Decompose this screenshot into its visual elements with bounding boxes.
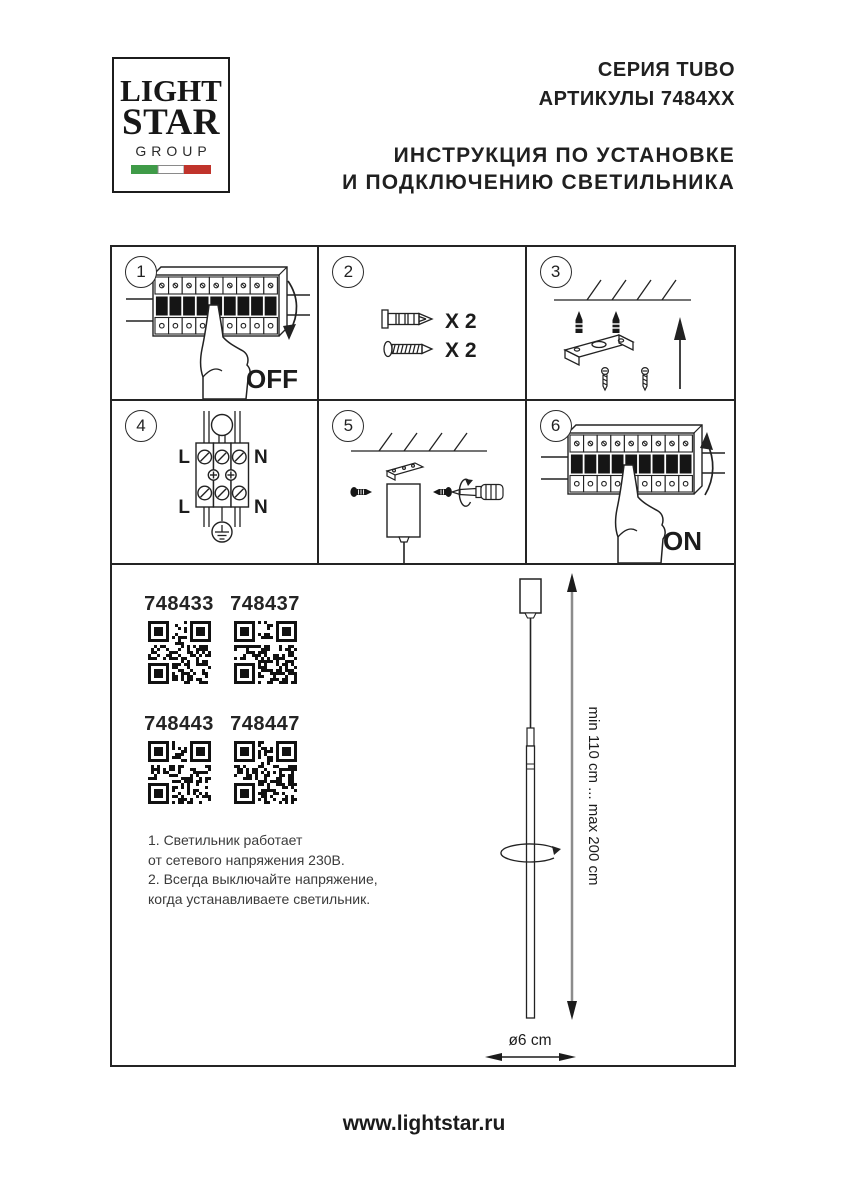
note-line-2: от сетевого напряжения 230В. xyxy=(148,851,345,868)
lamp-circle xyxy=(212,415,233,436)
step-3-number: 3 xyxy=(550,262,561,281)
on-label: ON xyxy=(662,526,702,556)
arrow-down-icon xyxy=(283,281,297,340)
lightstar-logo xyxy=(112,57,230,193)
header-series-block xyxy=(539,56,735,114)
step-3-number-badge xyxy=(540,256,572,288)
flag-white-band xyxy=(158,166,184,174)
step-4-cell xyxy=(112,401,319,565)
step-1-number: 1 xyxy=(136,262,146,281)
safety-notes xyxy=(148,831,408,909)
article-number: 748433 xyxy=(144,593,214,615)
diameter-dimension xyxy=(485,1032,576,1061)
note-line-3: 2. Всегда выключайте напряжение, xyxy=(148,871,378,887)
screw-right-icon xyxy=(433,487,452,497)
qr-code xyxy=(148,741,211,804)
title-line-2: И ПОДКЛЮЧЕНИЮ СВЕТИЛЬНИКА xyxy=(342,171,735,194)
logo-word-light: LIGHT xyxy=(120,73,222,108)
wall-anchor-icon xyxy=(382,310,432,328)
flag-svg xyxy=(131,165,211,174)
step-5-cell xyxy=(319,401,526,565)
logo-word-group: GROUP xyxy=(135,143,212,160)
label-line-bottom: L xyxy=(178,497,190,518)
step-5-number: 5 xyxy=(343,416,354,435)
screw-left-icon xyxy=(351,487,373,497)
step-6-cell xyxy=(527,401,734,565)
step-3-cell xyxy=(527,247,734,401)
step-1-cell xyxy=(112,247,319,401)
step-1-number-badge xyxy=(125,256,157,288)
qr-item-748433 xyxy=(140,593,218,684)
page-title xyxy=(342,142,735,196)
diameter-label: ø6 cm xyxy=(508,1032,552,1049)
article-number: 748437 xyxy=(230,593,300,615)
qr-item-748443 xyxy=(140,713,218,804)
article-number: 748447 xyxy=(230,713,300,735)
step-2-cell xyxy=(319,247,526,401)
flag-red-band xyxy=(184,165,211,174)
step-4-number-badge xyxy=(125,410,157,442)
step-6-number: 6 xyxy=(550,416,561,435)
article-number: 748443 xyxy=(144,713,214,735)
earth-symbol-icon xyxy=(212,522,232,542)
website-url: www.lightstar.ru xyxy=(342,1112,506,1135)
step-6-number-badge xyxy=(540,410,572,442)
series-name: СЕРИЯ TUBO xyxy=(597,59,735,81)
height-range-label: min 110 cm ... max 200 cm xyxy=(585,706,602,886)
mounting-bracket xyxy=(565,335,633,365)
qr-item-748447 xyxy=(226,713,304,804)
label-neutral-bottom: N xyxy=(254,497,268,518)
pendant-lamp-diagram xyxy=(440,568,640,1065)
lamp-drawing xyxy=(520,579,541,1018)
arrow-up-icon xyxy=(674,317,686,389)
italian-flag-stripe xyxy=(131,165,211,174)
ceiling-line xyxy=(554,280,691,300)
label-neutral-top: N xyxy=(254,447,268,468)
title-line-1: ИНСТРУКЦИЯ ПО УСТАНОВКЕ xyxy=(393,144,735,167)
steps-grid xyxy=(112,247,734,565)
qr-code xyxy=(234,741,297,804)
anchor-up-icons xyxy=(575,311,619,333)
screw-down-icons xyxy=(601,368,648,390)
label-line-top: L xyxy=(178,447,190,468)
off-label: OFF xyxy=(246,364,298,394)
qr-code xyxy=(148,621,211,684)
qr-item-748437 xyxy=(226,593,304,684)
logo-word-star: STAR xyxy=(122,102,220,143)
articles-line: АРТИКУЛЫ 7484XX xyxy=(538,88,735,110)
qr-code xyxy=(234,621,297,684)
bracket-small xyxy=(387,463,423,480)
ceiling-line xyxy=(351,433,487,451)
note-line-4: когда устанавливаете светильник. xyxy=(148,890,371,907)
screw-icon xyxy=(384,342,432,357)
height-dimension xyxy=(567,573,602,1020)
step-4-number: 4 xyxy=(136,416,146,435)
step-2-number: 2 xyxy=(343,262,354,281)
flag-green-band xyxy=(131,165,158,174)
screw-qty-label: X 2 xyxy=(445,339,477,362)
note-line-1: 1. Светильник работает xyxy=(148,832,303,848)
anchor-qty-label: X 2 xyxy=(445,310,477,333)
canopy-box xyxy=(387,484,420,563)
bottom-section xyxy=(112,565,734,1065)
instruction-frame xyxy=(110,245,736,1067)
